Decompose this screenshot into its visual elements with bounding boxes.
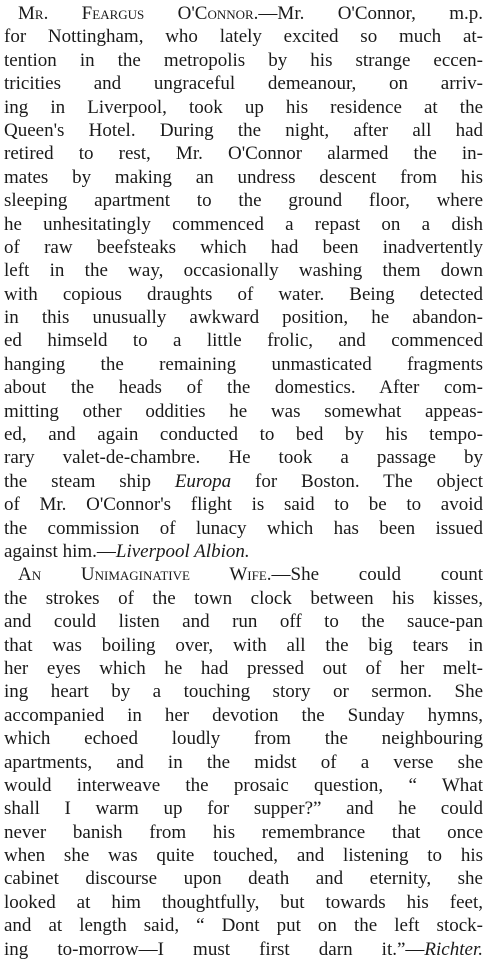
text-line: the steam ship Europa for Boston. The object	[4, 470, 483, 492]
text-line: would interweave the prosaic question, “ What	[4, 774, 483, 796]
text-line: accompanied in her devotion the Sunday hymns,	[4, 704, 483, 726]
text-line: of Mr. O'Connor's flight is said to be to avoid	[4, 494, 483, 516]
text-line: mates by making an undress descent from his	[4, 166, 483, 188]
text-line: retired to rest, Mr. O'Connor alarmed the in-	[4, 143, 483, 165]
text-line: mitting other oddities he was somewhat appeas-	[4, 400, 483, 422]
text-line: when she was quite touched, and listening to his	[4, 845, 483, 867]
text-line: cabinet discourse upon death and eternity, she	[4, 868, 483, 890]
source-attribution: Liverpool Albion.	[115, 540, 250, 562]
text-line: the commission of lunacy which has been issued	[4, 517, 483, 539]
text-line: hanging the remaining unmasticated fragments	[4, 353, 483, 375]
text-line: in this unusually awkward position, he abandon-	[4, 307, 483, 329]
text-line: An Unimaginative Wife.—She could count	[18, 564, 483, 586]
text-line: left in the way, occasionally washing them down	[4, 260, 483, 282]
text-line: of raw beefsteaks which had been inadvertently	[4, 236, 483, 258]
text-line: he unhesitatingly commenced a repast on a dish	[4, 213, 483, 235]
text-line: looked at him thoughtfully, but towards his feet,	[4, 891, 483, 913]
text-line: rary valet-de-chambre. He took a passage by	[4, 447, 483, 469]
text-line: against him.—Liverpool Albion.	[4, 540, 250, 562]
text-line: the strokes of the town clock between his kisses,	[4, 587, 483, 609]
text-line: Queen's Hotel. During the night, after all had	[4, 119, 483, 141]
text-line: Mr. Feargus O'Connor.—Mr. O'Connor, m.p.	[18, 3, 483, 24]
text-line: tention in the metropolis by his strange eccen-	[4, 49, 483, 71]
text-line: shall I warm up for supper?” and he could	[4, 798, 483, 820]
text-line: ing heart by a touching story or sermon. She	[4, 681, 483, 703]
ship-name: Europa	[174, 470, 232, 492]
newspaper-column	[4, 2, 483, 961]
text-line: ed himseld to a little frolic, and commenced	[4, 330, 483, 352]
text-line: that was boiling over, with all the big tears in	[4, 634, 483, 656]
text-line: never banish from his remembrance that once	[4, 821, 483, 843]
text-line: and at length said, “ Dont put on the left stock-	[4, 915, 483, 937]
text-line: sleeping apartment to the ground floor, where	[4, 190, 483, 212]
text-line: with copious draughts of water. Being detected	[4, 283, 483, 305]
text-line: her eyes which he had pressed out of her melt-	[4, 657, 483, 679]
text-line: ing in Liverpool, took up his residence at the	[4, 96, 483, 118]
text-line: which echoed loudly from the neighbouring	[4, 728, 483, 750]
article-oconnor	[4, 2, 483, 563]
text-line: for Nottingham, who lately excited so much at-	[4, 26, 483, 48]
source-attribution: Richter.	[424, 938, 483, 960]
text-line: about the heads of the domestics. After com-	[4, 377, 483, 399]
text-line: tricities and ungraceful demeanour, on arriv-	[4, 73, 483, 95]
text-line: and could listen and run off to the sauce-pan	[4, 611, 483, 633]
article-unimaginative-wife	[4, 563, 483, 961]
article-heading: Mr. Feargus O'Connor.	[18, 3, 259, 24]
text-line: ed, and again conducted to bed by his tempo-	[4, 424, 483, 446]
article-heading: An Unimaginative Wife.	[18, 564, 272, 586]
text-line: apartments, and in the midst of a verse she	[4, 751, 483, 773]
text-line: ing to-morrow—I must first darn it.”—Richter.	[4, 938, 483, 960]
